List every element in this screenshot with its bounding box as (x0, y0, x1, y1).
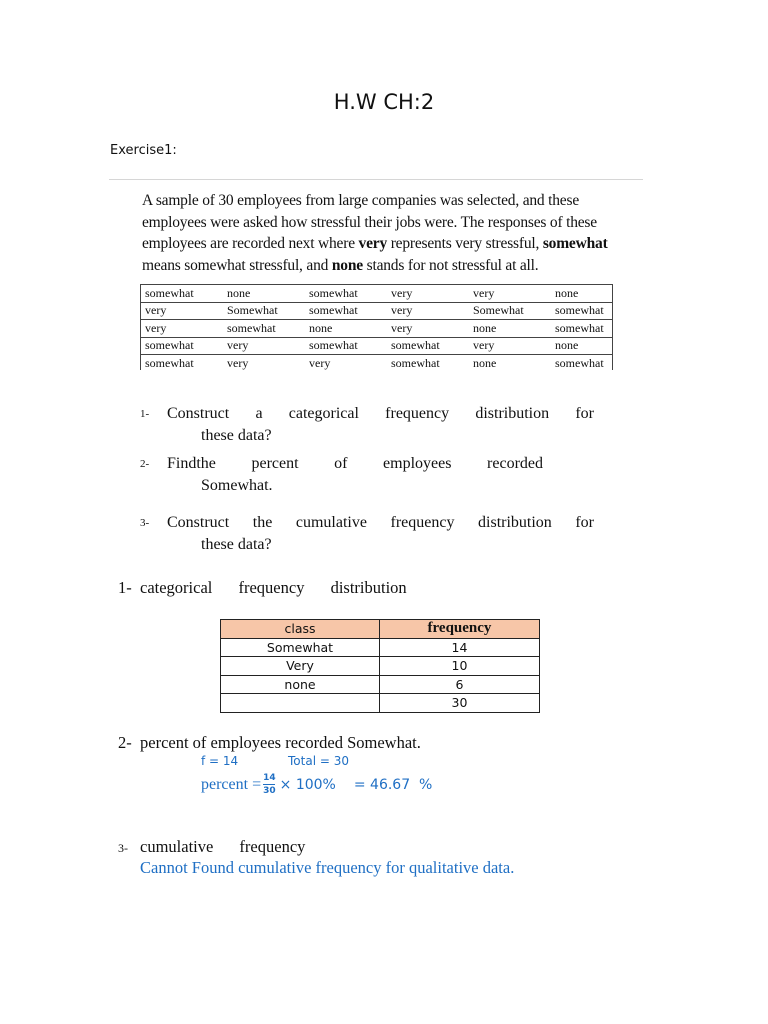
table-cell: very (223, 337, 305, 355)
question-line (167, 514, 594, 532)
question-word: Findthe (167, 455, 216, 472)
table-cell: none (469, 320, 551, 338)
frequency-table (220, 619, 540, 713)
table-row (141, 320, 613, 338)
problem-line-1: A sample of 30 employees from large companies was selected, and these (142, 192, 579, 209)
question-word: Construct (167, 405, 230, 422)
table-row (221, 675, 540, 694)
table-cell: Somewhat (469, 302, 551, 320)
fraction-denominator: 30 (263, 786, 276, 796)
table-cell: very (387, 302, 469, 320)
table-cell: very (387, 285, 469, 303)
table-header-row (221, 620, 540, 639)
exercise-label: Exercise1: (110, 143, 177, 158)
class-cell (221, 694, 380, 713)
problem-line-3c: represents very stressful, (387, 235, 543, 252)
answer-3-note: Cannot Found cumulative frequency for qualitative data. (140, 858, 515, 877)
table-cell: very (223, 355, 305, 371)
question-word: cumulative (295, 514, 367, 531)
table-cell: very (141, 320, 224, 338)
fraction (263, 773, 276, 796)
answer-number: 3- (118, 841, 128, 855)
table-cell: very (469, 337, 551, 355)
question-word: distribution (475, 405, 550, 422)
question-line (167, 455, 543, 473)
frequency-cell: 30 (380, 694, 540, 713)
frequency-cell: 14 (380, 638, 540, 657)
problem-line-2: employees were asked how stressful their jobs were. The responses of these (142, 213, 597, 231)
table-row (141, 337, 613, 355)
problem-line-4 (142, 255, 612, 277)
percent-result: = 46.67 % (353, 776, 433, 793)
question-word: the (252, 514, 273, 531)
table-cell: somewhat (141, 337, 224, 355)
problem-line-3a: employees are recorded next where (142, 235, 359, 252)
keyword-somewhat: somewhat (542, 235, 608, 252)
answer-2-heading (118, 733, 421, 753)
question-word: Construct (167, 514, 230, 531)
question-word: percent (251, 455, 299, 472)
class-cell: none (221, 675, 380, 694)
answer-1-heading (118, 578, 407, 598)
given-values (201, 754, 349, 768)
keyword-none: none (331, 256, 363, 274)
question-number: 2- (140, 458, 150, 470)
question-word: frequency (385, 405, 450, 422)
question-line-2: these data? (201, 427, 272, 444)
question-word: recorded (487, 455, 543, 472)
table-cell: somewhat (141, 285, 224, 303)
class-cell: Very (221, 657, 380, 676)
table-cell: very (387, 320, 469, 338)
table-cell: none (305, 320, 387, 338)
table-cell: somewhat (551, 355, 613, 371)
table-cell: somewhat (141, 355, 224, 371)
question-number: 1- (140, 408, 150, 420)
table-row (221, 694, 540, 713)
table-cell: somewhat (387, 355, 469, 371)
table-cell: somewhat (551, 302, 613, 320)
table-cell: somewhat (305, 337, 387, 355)
table-cell: very (469, 285, 551, 303)
class-cell: Somewhat (221, 638, 380, 657)
answer-3-heading (118, 837, 305, 857)
answer-2-text: percent of employees recorded Somewhat. (140, 733, 421, 752)
table-row (141, 285, 613, 303)
times-100: × 100% (279, 776, 336, 793)
question-word: of (334, 455, 348, 472)
problem-line-3 (142, 233, 612, 255)
table-cell: somewhat (223, 320, 305, 338)
percent-formula (201, 773, 432, 796)
question-line (167, 405, 594, 423)
answer-3-text: cumulative frequency (140, 837, 306, 856)
table-cell: somewhat (305, 285, 387, 303)
problem-scan (109, 179, 643, 370)
table-row (141, 302, 613, 320)
question-word: for (575, 405, 594, 422)
fraction-numerator: 14 (263, 773, 276, 783)
fraction-bar (263, 784, 275, 785)
frequency-cell: 10 (380, 657, 540, 676)
answer-number: 2- (118, 733, 132, 752)
page-title: H.W CH:2 (333, 90, 435, 114)
table-cell: somewhat (305, 302, 387, 320)
table-cell: none (223, 285, 305, 303)
table-row (221, 657, 540, 676)
problem-text (142, 190, 612, 276)
question-word: for (575, 514, 594, 531)
question-word: employees (383, 455, 452, 472)
answer-number: 1- (118, 578, 132, 597)
table-row (141, 355, 613, 371)
question-line-2: Somewhat. (201, 477, 273, 494)
table-cell: none (469, 355, 551, 371)
percent-label: percent = (201, 775, 262, 793)
table-cell: very (141, 302, 224, 320)
table-cell: none (551, 285, 613, 303)
table-cell: somewhat (551, 320, 613, 338)
total-value: Total = 30 (288, 754, 349, 768)
table-row (221, 638, 540, 657)
table-cell: somewhat (387, 337, 469, 355)
keyword-very: very (358, 235, 388, 252)
class-header: class (221, 620, 380, 639)
frequency-cell: 6 (380, 675, 540, 694)
question-number: 3- (140, 517, 150, 529)
problem-line-4c: stands for not stressful at all. (362, 256, 539, 274)
responses-table (140, 284, 613, 370)
table-cell: Somewhat (223, 302, 305, 320)
frequency-header: frequency (380, 620, 540, 639)
question-word: a (255, 405, 263, 422)
table-cell: very (305, 355, 387, 371)
table-cell: none (551, 337, 613, 355)
answer-1-text: categorical frequency distribution (140, 578, 407, 597)
question-line-2: these data? (201, 536, 272, 553)
problem-line-4a: means somewhat stressful, and (142, 256, 332, 274)
question-word: distribution (478, 514, 552, 531)
question-word: categorical (288, 405, 359, 422)
question-word: frequency (390, 514, 455, 531)
f-value: f = 14 (201, 754, 239, 768)
